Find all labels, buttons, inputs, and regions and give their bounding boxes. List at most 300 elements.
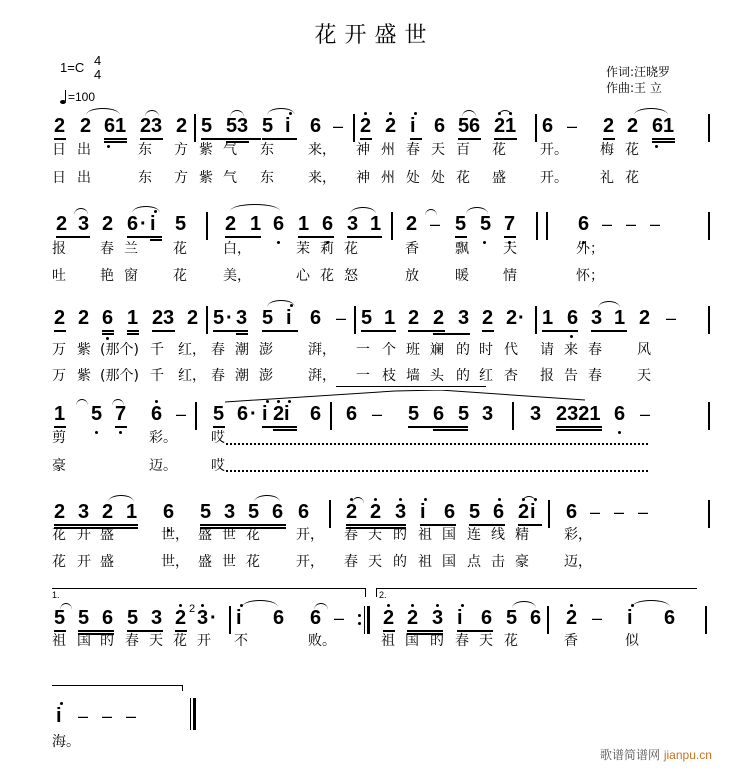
- note: 2: [152, 307, 164, 329]
- lyric: 斓: [430, 342, 444, 358]
- note: 3: [236, 307, 248, 329]
- notation-line: [0, 704, 749, 730]
- lyric: 豪: [515, 554, 529, 570]
- note: 6: [102, 607, 114, 629]
- slur: [632, 600, 670, 607]
- high-octave-dot: [389, 112, 392, 115]
- lyric: 湃，: [308, 342, 336, 358]
- high-octave-dot: [424, 498, 427, 501]
- second-ending-bracket: [376, 588, 697, 597]
- lyric: 开: [77, 527, 91, 543]
- note: 1: [614, 307, 626, 329]
- lyric: 祖: [381, 633, 395, 649]
- low-octave-dot: [95, 431, 98, 434]
- note: i: [285, 115, 291, 137]
- lyric: 杏: [504, 368, 518, 384]
- underline: [140, 138, 163, 140]
- note: 3: [163, 307, 175, 329]
- high-octave-dot: [411, 604, 414, 607]
- lyric: 潮: [235, 368, 249, 384]
- lyric: 天: [368, 527, 382, 543]
- note: 2: [56, 213, 68, 235]
- note: 3: [151, 607, 163, 629]
- lyric: 东: [138, 142, 152, 158]
- underline: [494, 138, 517, 140]
- lyric: 紫: [77, 368, 91, 384]
- slur: [314, 603, 328, 610]
- note: 6: [151, 403, 163, 425]
- notation-line: [0, 402, 749, 428]
- lyric: 彩。: [149, 430, 177, 446]
- underline: [54, 524, 138, 526]
- note: 2: [102, 213, 114, 235]
- notation-line: [0, 212, 749, 238]
- lyric: 神: [356, 142, 370, 158]
- lyric: 花: [52, 554, 66, 570]
- note: 2: [273, 403, 285, 425]
- tempo-marking: [60, 90, 95, 104]
- lyric: 风: [637, 342, 651, 358]
- slur: [230, 204, 280, 211]
- lyric: 连: [467, 527, 481, 543]
- barline: [708, 114, 710, 142]
- dash: –: [126, 706, 137, 726]
- underline: [104, 138, 127, 140]
- underline: [225, 236, 261, 238]
- note: 3: [432, 607, 444, 629]
- note: 5: [455, 213, 467, 235]
- watermark-text: 歌谱简谱网: [600, 748, 661, 762]
- lyric: 头: [430, 368, 444, 384]
- watermark: [600, 746, 712, 763]
- lyric: 春: [100, 241, 114, 257]
- lyric: 班: [406, 342, 420, 358]
- note: 3: [347, 213, 359, 235]
- dot-augment: ·: [210, 607, 217, 629]
- underline: [262, 330, 298, 332]
- note: 2: [140, 115, 152, 137]
- note: 5: [248, 501, 260, 523]
- lyric: 来: [564, 342, 578, 358]
- lyric: 精: [515, 527, 529, 543]
- note: 6: [310, 307, 322, 329]
- underline: [54, 630, 66, 632]
- lyric: 国: [405, 633, 419, 649]
- dash: –: [78, 706, 89, 726]
- barline: [535, 306, 537, 334]
- note: 2: [482, 307, 494, 329]
- grace-note: 2: [189, 603, 196, 615]
- note: 5: [200, 501, 212, 523]
- high-octave-dot: [179, 604, 182, 607]
- note: 6: [163, 501, 175, 523]
- notation-line: [0, 306, 749, 332]
- note: 6: [566, 501, 578, 523]
- underline: [591, 330, 627, 332]
- note: 6: [104, 115, 116, 137]
- note: i: [420, 501, 426, 523]
- lyric: 盛: [198, 554, 212, 570]
- barline: [705, 606, 707, 634]
- lyric: 春: [211, 342, 225, 358]
- underline: [408, 330, 445, 332]
- barline: [353, 114, 355, 142]
- note: 2: [176, 115, 188, 137]
- lyric: 方: [174, 142, 188, 158]
- lyric: 飘: [455, 241, 469, 257]
- slur: [112, 399, 124, 406]
- note: 6: [310, 403, 322, 425]
- note: 3: [78, 213, 90, 235]
- note: i: [56, 705, 62, 727]
- note: 5: [469, 501, 481, 523]
- time-signature-bottom: 4: [94, 67, 102, 82]
- lyric: 开。: [540, 142, 568, 158]
- lyric: (那个): [100, 368, 139, 384]
- low-octave-dot: [618, 431, 621, 434]
- note: 2: [433, 307, 445, 329]
- dot-augment: ·: [140, 213, 147, 235]
- underline: [175, 630, 187, 632]
- high-octave-dot: [414, 112, 417, 115]
- dash: –: [602, 214, 613, 234]
- lyric: 香: [405, 241, 419, 257]
- second-ending-number: 2.: [379, 590, 387, 600]
- lyric: 的: [430, 633, 444, 649]
- note: 2: [102, 501, 114, 523]
- note: 3: [395, 501, 407, 523]
- lyric: 花: [625, 170, 639, 186]
- repeat-barline: [367, 606, 370, 634]
- lyric: 迈。: [149, 458, 177, 474]
- note: 5: [175, 213, 187, 235]
- barline: [546, 212, 548, 240]
- lyric: 吐: [52, 268, 66, 284]
- lyric: 处: [431, 170, 445, 186]
- lyric: 气: [223, 170, 237, 186]
- underline: [361, 330, 396, 332]
- lyric: 开，: [296, 527, 324, 543]
- underline: [115, 426, 127, 428]
- dash: –: [333, 116, 344, 136]
- underline: [104, 141, 127, 143]
- underline: [504, 236, 516, 238]
- low-octave-dot: [107, 145, 110, 148]
- lyric: 祖: [418, 527, 432, 543]
- dash: –: [372, 404, 383, 424]
- note: 6: [298, 501, 310, 523]
- note: 3: [482, 403, 494, 425]
- underline: [54, 527, 138, 529]
- note: 2: [54, 307, 66, 329]
- lyric: 盛: [100, 554, 114, 570]
- lyric: 春: [455, 633, 469, 649]
- quarter-note-icon: [60, 90, 68, 104]
- note: 6: [614, 403, 626, 425]
- lyric: 来，: [308, 142, 336, 158]
- note: 5: [127, 607, 139, 629]
- underline: [360, 138, 372, 140]
- lyric: 莉: [320, 241, 334, 257]
- high-octave-dot: [387, 604, 390, 607]
- lyric: 窗: [124, 268, 138, 284]
- slur: [74, 208, 88, 215]
- lyric: 艳: [100, 268, 114, 284]
- dash: –: [626, 214, 637, 234]
- note: 1: [384, 307, 396, 329]
- lyric: 州: [381, 142, 395, 158]
- underline: [102, 330, 114, 332]
- note: 1: [126, 501, 138, 523]
- lyric: 花: [320, 268, 334, 284]
- note: 1: [505, 115, 517, 137]
- lyric: 湃，: [308, 368, 336, 384]
- lyric: 个: [382, 342, 396, 358]
- lyric: 放: [405, 268, 419, 284]
- slur: [598, 301, 620, 308]
- lyric: 紫: [77, 342, 91, 358]
- lyric: 请: [540, 342, 554, 358]
- barline: [708, 402, 710, 430]
- lyric: 外；: [576, 241, 604, 257]
- note: 5: [262, 307, 274, 329]
- lyric: 红，: [178, 368, 206, 384]
- lyric: 天: [637, 368, 651, 384]
- note: i: [530, 501, 536, 523]
- high-octave-dot: [60, 702, 63, 705]
- lyric-underline: [336, 386, 486, 387]
- slur: [254, 495, 280, 502]
- slur: [462, 110, 476, 117]
- lyric: 怀；: [576, 268, 604, 284]
- lyric: 似: [625, 633, 639, 649]
- lyric: 墙: [406, 368, 420, 384]
- lyric: 的: [456, 368, 470, 384]
- underline: [407, 630, 443, 632]
- lyric: 春: [406, 142, 420, 158]
- note: 3: [237, 115, 249, 137]
- underline: [408, 426, 468, 428]
- note: 5: [480, 213, 492, 235]
- slur: [350, 207, 376, 214]
- note: 3: [591, 307, 603, 329]
- lyric: 不: [234, 633, 248, 649]
- lyric: 天: [431, 142, 445, 158]
- lyric: 海。: [52, 734, 80, 750]
- note: 6: [310, 115, 322, 137]
- dash: –: [640, 404, 651, 424]
- lyric: 千: [150, 368, 164, 384]
- note: 5: [213, 307, 225, 329]
- lyric: 击: [491, 554, 505, 570]
- barline: [708, 500, 710, 528]
- note: i: [284, 403, 290, 425]
- lyric: 花: [173, 268, 187, 284]
- lyric: 祖: [52, 633, 66, 649]
- slur: [145, 110, 159, 117]
- lyric: 兰: [124, 241, 138, 257]
- note: 6: [567, 307, 579, 329]
- lyric: 天: [479, 633, 493, 649]
- lyric: 报: [52, 241, 66, 257]
- low-octave-dot: [655, 145, 658, 148]
- barline: [548, 500, 550, 528]
- barline: [547, 606, 549, 634]
- lyric: 出: [77, 170, 91, 186]
- underline: [458, 138, 481, 140]
- lyric: 紫: [199, 142, 213, 158]
- dash: –: [334, 608, 345, 628]
- note: 5: [458, 403, 470, 425]
- note: 2: [360, 115, 372, 137]
- note: 5: [458, 115, 470, 137]
- underline: [482, 330, 494, 332]
- low-octave-dot: [119, 431, 122, 434]
- note: 6: [127, 213, 139, 235]
- note: 5: [54, 607, 66, 629]
- note: 7: [504, 213, 516, 235]
- final-barline-thick: [193, 698, 196, 730]
- note: 2: [407, 607, 419, 629]
- slur: [230, 110, 244, 117]
- note: 6: [102, 307, 114, 329]
- lyric: 万: [52, 342, 66, 358]
- note: 6: [530, 607, 542, 629]
- barline: [206, 212, 208, 240]
- lyric: 哎: [211, 430, 225, 446]
- barline: [708, 212, 710, 240]
- lyric: 美，: [223, 268, 251, 284]
- lyric: 盛: [492, 170, 506, 186]
- slur: [425, 209, 437, 216]
- lyric: 豪: [52, 458, 66, 474]
- lyric: 花: [246, 527, 260, 543]
- high-octave-dot: [461, 604, 464, 607]
- barline: [229, 606, 231, 634]
- phrase-slur: [220, 390, 600, 404]
- note: 1: [127, 307, 139, 329]
- lyric: 情: [503, 268, 517, 284]
- note: 1: [542, 307, 554, 329]
- underline: [236, 333, 248, 335]
- first-ending-number: 1.: [52, 590, 60, 600]
- lyric: 茉: [296, 241, 310, 257]
- underline: [346, 524, 406, 526]
- high-octave-dot: [436, 604, 439, 607]
- note: 2: [639, 307, 651, 329]
- time-signature-top: 4: [94, 53, 102, 68]
- note: i: [410, 115, 416, 137]
- underline: [542, 330, 578, 332]
- note: 6: [322, 213, 334, 235]
- note: 5: [262, 115, 274, 137]
- note: 6: [664, 607, 676, 629]
- lyric: 州: [381, 170, 395, 186]
- note: i: [236, 607, 242, 629]
- barline: [206, 306, 208, 334]
- lyric: 花: [504, 633, 518, 649]
- lyric: 世，: [161, 554, 189, 570]
- slur: [512, 601, 536, 608]
- lyric: 红，: [178, 342, 206, 358]
- note: 2: [494, 115, 506, 137]
- lyric: 澎: [259, 368, 273, 384]
- melisma-dots: [226, 470, 648, 472]
- note: 1: [54, 403, 66, 425]
- lyric: 千: [150, 342, 164, 358]
- note: 6: [272, 501, 284, 523]
- barline: [512, 402, 514, 430]
- note: 2: [175, 607, 187, 629]
- watermark-domain: jianpu.cn: [663, 748, 712, 762]
- underline: [347, 236, 382, 238]
- lyric: 天: [368, 554, 382, 570]
- lyric: 时: [479, 342, 493, 358]
- high-octave-dot: [201, 604, 204, 607]
- note: 1: [370, 213, 382, 235]
- high-octave-dot: [364, 112, 367, 115]
- low-octave-dot: [570, 335, 573, 338]
- underline: [200, 524, 286, 526]
- dash: –: [567, 116, 578, 136]
- high-octave-dot: [374, 498, 377, 501]
- lyric: 东: [260, 142, 274, 158]
- note: 2: [346, 501, 358, 523]
- dash: –: [650, 214, 661, 234]
- high-octave-dot: [399, 498, 402, 501]
- underline: [433, 333, 470, 335]
- lyric: 盛: [198, 527, 212, 543]
- underline: [54, 138, 66, 140]
- underline: [457, 630, 493, 632]
- underline: [420, 524, 456, 526]
- slur: [522, 496, 536, 503]
- note: 6: [444, 501, 456, 523]
- final-barline-thin: [190, 698, 191, 730]
- time-signature: [94, 54, 101, 82]
- note: 2: [408, 307, 420, 329]
- underline: [433, 429, 468, 431]
- slur: [267, 300, 295, 307]
- lyric: 日: [52, 142, 66, 158]
- lyric: 世: [222, 554, 236, 570]
- note: 3: [458, 307, 470, 329]
- note: 5: [226, 115, 238, 137]
- lyric: 的: [100, 633, 114, 649]
- note: 6: [237, 403, 249, 425]
- lyric: 澎: [259, 342, 273, 358]
- dash: –: [638, 502, 649, 522]
- underline: [127, 630, 163, 632]
- lyric: 国: [77, 633, 91, 649]
- repeat-dot: [358, 622, 361, 625]
- note: 6: [578, 213, 590, 235]
- lyric: 线: [491, 527, 505, 543]
- lyric: 的: [393, 527, 407, 543]
- lyricist-credit: 作词:汪晓罗: [606, 65, 671, 79]
- underline: [298, 236, 334, 238]
- lyric: 点: [467, 554, 481, 570]
- low-octave-dot: [277, 241, 280, 244]
- lyric: 白，: [223, 241, 251, 257]
- lyric: 彩，: [564, 527, 592, 543]
- low-octave-dot: [106, 337, 109, 340]
- note: 6: [481, 607, 493, 629]
- note: 2321: [556, 403, 601, 425]
- dash: –: [592, 608, 603, 628]
- dash: –: [336, 308, 347, 328]
- lyric: 春: [125, 633, 139, 649]
